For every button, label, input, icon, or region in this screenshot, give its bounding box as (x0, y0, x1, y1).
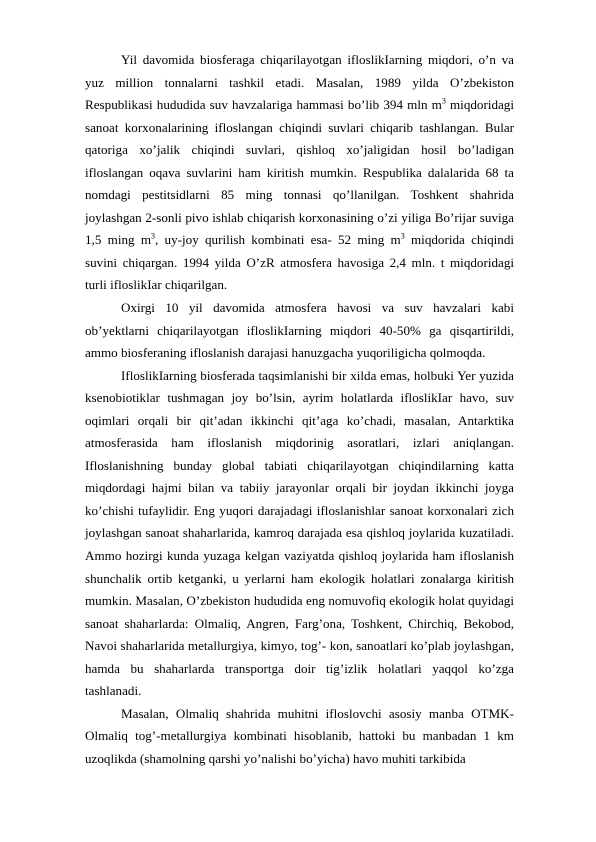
paragraph-text: miqdorida chiqindi suvini chiqargan. 1994 yilda O’zR atmosfera havosiga 2,4 mln. t miqdoridagi turli ifloslikIar chiqarilgan. (85, 232, 515, 293)
paragraph-4 (85, 703, 514, 771)
paragraph-text: IfloslikIarning biosferada taqsimlanishi bir xilda emas, holbuki Yer yuzida ksenobiotiklar tushmagan joy bo’lsin, ayrim holatlarda ifloslikIar havo, suv oqimlari orqali bir qit’adan ikkinchi qit’aga ko’chadi, masalan, Antarktika atmosferasida ham ifloslanish miqdorinig asoratlari, izlari aniqlangan. Ifloslanishning bunday global tabiati chiqarilayotgan chiqindilarning katta miqdordagi hajmi bilan va tabiiy jarayonlar orqali bir joydan ikkinchi joyga ko’chishi tufaylidir. Eng yuqori darajadagi ifloslanishlar sanoat korxonalari zich joylashgan sanoat shaharlarida, kamroq darajada esa qishloq joylarida kuzatiladi. Ammo hozirgi kunda yuzaga kelgan vaziyatda qishloq joylarida ham ifloslanish shunchalik ortib ketganki, u yerlarni ham ekologik holatlari zonalarga kiritish mumkin. Masalan, O’zbekiston hududida eng nomuvofiq ekologik holat quyidagi sanoat shaharlarda: Olmaliq, Angren, Farg’ona, Toshkent, Chirchiq, Bekobod, Navoi shaharlarida metallurgiya, kimyo, tog’- kon, sanoatlari ko’plab joylashgan, hamda bu shaharlarda transportga doir tig’izlik holatlari yaqqol ko’zga tashlanadi. (85, 367, 514, 699)
paragraph-text: Masalan, Olmaliq shahrida muhitni ifloslovchi asosiy manba OTMK-Olmaliq tog’-metallurgiya kombinati hisoblanib, hattoki bu manbadan 1 km uzoqlikda (shamolning qarshi yo’nalishi bo’yicha) havo muhiti tarkibida (85, 705, 514, 766)
paragraph-3 (85, 365, 514, 703)
paragraph-text: miqdoridagi sanoat korxonalarining ifloslangan chiqindi suvlari chiqarib tashlangan. Bular qatoriga xo’jalik chiqindi suvlari, qishloq xo’jaligidan hosil bo’ladigan ifloslangan oqava suvlarini ham kiritish mumkin. Respublika dalalarida 68 ta nomdagi pestitsidlarni 85 ming tonnasi qo’llanilgan. Toshkent shahrida joylashgan 2-sonli pivo ishlab chiqarish korxonasining o’zi yiliga Bo’rijar suviga 1,5 ming m (85, 97, 514, 248)
paragraph-2 (85, 297, 514, 365)
paragraph-text: Yil davomida biosferaga chiqarilayotgan ifloslikIarning miqdori, o’n va yuz million tonnalarni tashkil etadi. Masalan, 1989 yilda O’zbekiston Respublikasi hududida suv havzalariga hammasi bo’lib 394 mln m (85, 52, 514, 113)
superscript-3: 3 (400, 232, 405, 242)
paragraph-text: , uy-joy qurilish kombinati esa- 52 ming m (155, 232, 401, 248)
superscript-3: 3 (151, 232, 156, 242)
document-page (85, 49, 514, 771)
superscript-3: 3 (441, 96, 446, 106)
paragraph-1 (85, 49, 514, 297)
paragraph-text: Oxirgi 10 yil davomida atmosfera havosi va suv havzalari kabi ob’yektlarni chiqarilayotgan ifloslikIarning miqdori 40-50% ga qisqartirildi, ammo biosferaning ifloslanish darajasi hanuzgacha yuqoriligicha qolmoqda. (85, 300, 514, 361)
